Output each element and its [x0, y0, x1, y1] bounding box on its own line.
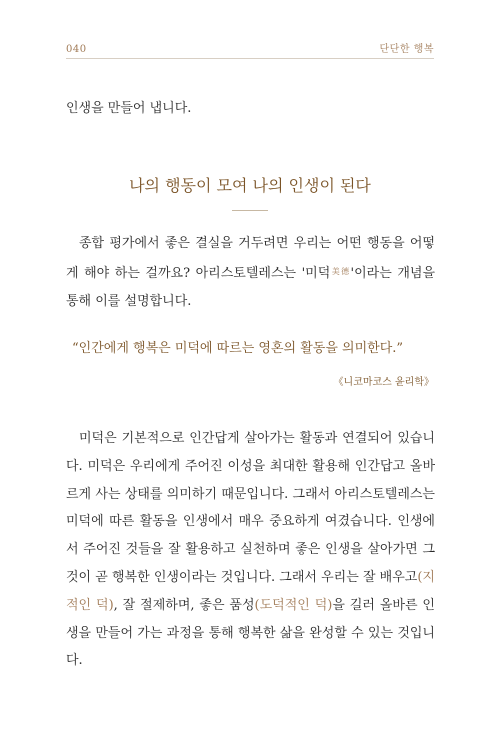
book-title: 단단한 행복 [379, 44, 434, 55]
intro-paragraph [66, 230, 435, 315]
page-number: 040 [66, 44, 87, 55]
quote-text: “인간에게 행복은 미덕에 따르는 영혼의 활동을 의미한다.” [72, 341, 404, 356]
continued-paragraph: 인생을 만들어 냅니다. [66, 101, 192, 116]
quote-source: 《니코마코스 윤리학》 [333, 377, 434, 388]
intro-text-after: '이라는 개념을 통해 이를 설명합니다. [66, 265, 436, 309]
intro-text-before: 종합 평가에서 좋은 결실을 거두려면 우리는 어떤 행동을 어떻게 해야 하는 걸까요? 아리스토텔레스는 '미덕 [66, 236, 435, 281]
body-note-moral-virtue: (도덕적인 덕) [254, 597, 333, 613]
section-title: 나의 행동이 모여 나의 인생이 된다 [129, 176, 371, 195]
body-paragraph [66, 425, 435, 675]
running-header [66, 40, 434, 55]
hanja-annotation: 美德 [330, 266, 351, 276]
body-text-part3: 을 길러 올바른 인생을 만들어 가는 과정을 통해 행복한 삶을 완성할 수 있는 것입니다. [66, 597, 435, 669]
title-divider [232, 210, 268, 211]
header-divider [66, 58, 434, 59]
body-text-part2: , 잘 절제하며, 좋은 품성 [113, 597, 255, 613]
body-note-intellectual-virtue: (지적인 덕) [66, 569, 435, 613]
body-text-part1: 미덕은 기본적으로 인간답게 살아가는 활동과 연결되어 있습니다. 미덕은 우리에게 주어진 이성을 최대한 활용해 인간답고 올바르게 사는 상태를 의미하기 때문입니다. 그래서 아리스토텔레스는 미덕에 따른 활동을 인생에서 매우 중요하게 여겼습니다. 인생에서 주어진 것들을 잘 활용하고 실천하며 좋은 인생을 살아가면 그것이 곧 행복한 인생이라는 것입니다. 그래서 우리는 잘 배우고 [66, 431, 435, 585]
